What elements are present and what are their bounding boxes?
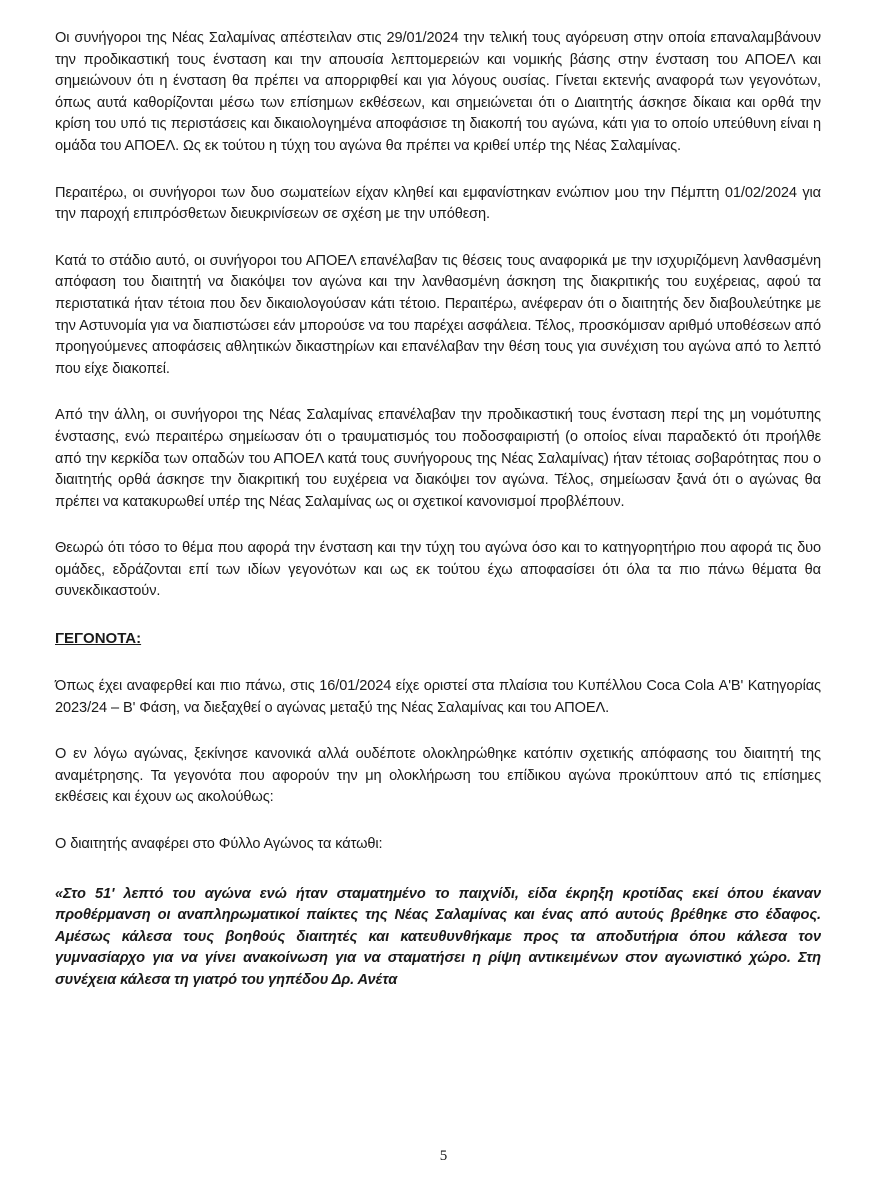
paragraph-final-pleading: Οι συνήγοροι της Νέας Σαλαμίνας απέστειλαν στις 29/01/2024 την τελική τους αγόρευση στην οποία επαναλαμβάνουν την προδικαστική τους ένσταση και την απουσία λεπτομερειών και νομικής βάσης στην ένσταση του ΑΠΟΕΛ και σημειώνουν ότι η ένσταση θα πρέπει να απορριφθεί και για λόγους ουσίας. Γίνεται εκτενής αναφορά των γεγονότων, όπως αυτά καθορίζονται μέσω των επίσημων εκθέσεων, και σημειώνεται ότι ο Διαιτητής άσκησε δίκαια και ορθά την κρίση του υπό τις περιστάσεις και δικαιολογημένα αποφάσισε τη διακοπή του αγώνα, κάτι για το οποίο υπεύθυνη είναι η ομάδα του ΑΠΟΕΛ. Ως εκ τούτου η τύχη του αγώνα θα πρέπει να κριθεί υπέρ της Νέας Σαλαμίνας. — [55, 30, 821, 154]
referee-report-quote: «Στο 51' λεπτό του αγώνα ενώ ήταν σταματημένο το παιχνίδι, είδα έκρηξη κροτίδας εκεί όπου έκαναν προθέρμανση οι αναπληρωματικοί παίκτες της Νέας Σαλαμίνας και ένας από αυτούς βρέθηκε στο έδαφος. Αμέσως κάλεσα τους βοηθούς διαιτητές και κατευθυνθήκαμε προς τα αποδυτήρια όπου κάλεσα τον γυμνασίαρχο για να γίνει ανακοίνωση για να σταματήσει η ρίψη αντικειμένων στον αγωνιστικό χώρο. Στη συνέχεια κάλεσα τη γιατρό του γηπέδου Δρ. Ανέτα — [55, 885, 821, 988]
paragraph-joint-hearing: Θεωρώ ότι τόσο το θέμα που αφορά την ένσταση και την τύχη του αγώνα όσο και το κατηγορητήριο που αφορά τις δυο ομάδες, εδράζονται επί των ιδίων γεγονότων και ως εκ τούτου έχω αποφασίσει ότι όλα τα πιο πάνω θέματα θα συνεκδικαστούν. — [55, 540, 821, 600]
paragraph-match-scheduled: Όπως έχει αναφερθεί και πιο πάνω, στις 16/01/2024 είχε οριστεί στα πλαίσια του Κυπέλλου Coca Cola Α'Β' Κατηγορίας 2023/24 – Β' Φάση, να διεξαχθεί ο αγώνας μεταξύ της Νέας Σαλαμίνας και του ΑΠΟΕΛ. — [55, 678, 821, 716]
paragraph-referee-report-intro: Ο διαιτητής αναφέρει στο Φύλλο Αγώνος τα κάτωθι: — [55, 836, 383, 853]
document-page — [55, 28, 821, 992]
page-number: 5 — [439, 1148, 448, 1164]
paragraph-match-interrupted: Ο εν λόγω αγώνας, ξεκίνησε κανονικά αλλά ουδέποτε ολοκληρώθηκε κατόπιν σχετικής απόφασης του διαιτητή της αναμέτρησης. Τα γεγονότα που αφορούν την μη ολοκλήρωση του επίδικου αγώνα προκύπτουν από τις επίσημες εκθέσεις και έχουν ως ακολούθως: — [55, 746, 821, 806]
section-heading-facts: ΓΕΓΟΝΟΤΑ: — [55, 630, 142, 648]
paragraph-apoel-position: Κατά το στάδιο αυτό, οι συνήγοροι του ΑΠΟΕΛ επανέλαβαν τις θέσεις τους αναφορικά με την ισχυριζόμενη λανθασμένη απόφαση του διαιτητή να διακόψει τον αγώνα και την λανθασμένη άσκηση της διακριτικής του ευχέρειας, αφού τα περιστατικά ήταν τέτοια που δεν δικαιολογούσαν κάτι τέτοιο. Περαιτέρω, ανέφεραν ότι ο διαιτητής δεν διαβουλεύτηκε με την Αστυνομία για να διαπιστώσει εάν μπορούσε να του παρέχει ασφάλεια. Τέλος, προσκόμισαν αριθμό υποθέσεων από προηγούμενες αποφάσεις αθλητικών δικαστηρίων και επανέλαβαν την θέση τους για συνέχιση του αγώνα από το λεπτό που είχε διακοπεί. — [55, 252, 821, 377]
paragraph-nea-salamina-position: Από την άλλη, οι συνήγοροι της Νέας Σαλαμίνας επανέλαβαν την προδικαστική τους ένσταση περί της μη νομότυπης ένστασης, ενώ περαιτέρω σημείωσαν ότι ο τραυματισμός του ποδοσφαιριστή (ο οποίος είναι παραδεκτό ότι προήλθε από την κερκίδα των οπαδών του ΑΠΟΕΛ κατά τους συνήγορους της Νέας Σαλαμίνας) ήταν τέτοιας σοβαρότητας που ο διαιτητής ορθά άσκησε την διακριτική του ευχέρεια να διακόψει τον αγώνα. Τέλος, σημείωσαν ξανά ότι ο αγώνας θα πρέπει να κατακυρωθεί υπέρ της Νέας Σαλαμίνας ως οι σχετικοί κανονισμοί προβλέπουν. — [55, 407, 821, 510]
paragraph-hearing-date: Περαιτέρω, οι συνήγοροι των δυο σωματείων είχαν κληθεί και εμφανίστηκαν ενώπιον μου την Πέμπτη 01/02/2024 για την παροχή επιπρόσθετων διευκρινίσεων σε σχέση με την υπόθεση. — [55, 184, 821, 223]
